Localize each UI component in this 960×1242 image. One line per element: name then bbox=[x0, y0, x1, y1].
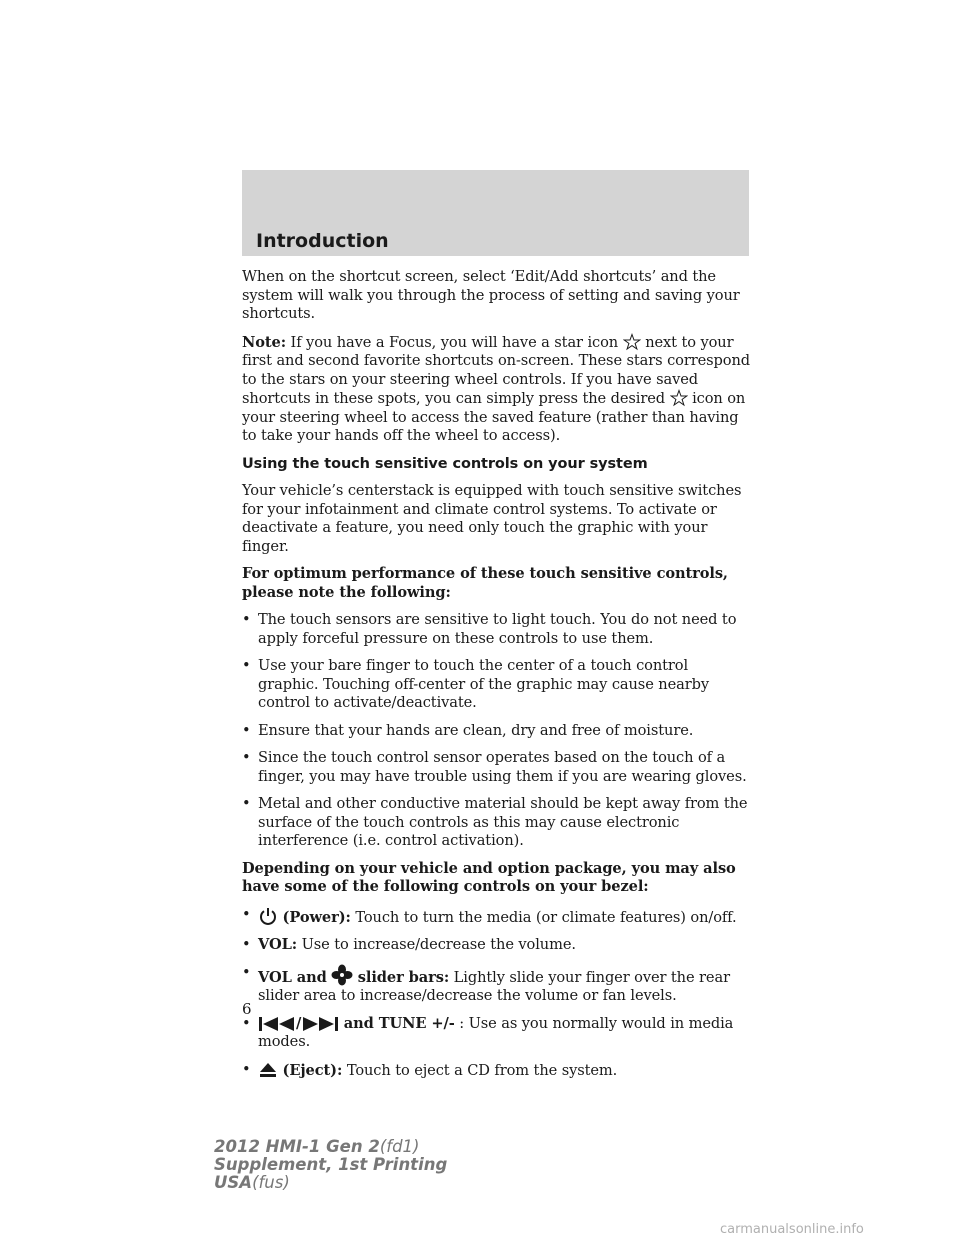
optimum-performance-intro: For optimum performance of these touch sensitive controls, please note the following: bbox=[242, 565, 728, 601]
power-icon bbox=[258, 906, 278, 926]
list-item: • Since the touch control sensor operates based on the touch of a finger, you may have trouble using them if you are wearing gloves. bbox=[242, 749, 747, 785]
page-content bbox=[242, 268, 752, 1089]
bezel-controls-intro: Depending on your vehicle and option package, you may also have some of the following controls on your bezel: bbox=[242, 859, 736, 895]
footer-line-2: Supplement, 1st Printing bbox=[214, 1155, 448, 1174]
seek-forward-icon bbox=[301, 1016, 339, 1032]
list-item-eject: • (Eject): Touch to eject a CD from the system. bbox=[242, 1060, 618, 1079]
section-title: Introduction bbox=[256, 230, 389, 252]
print-footer bbox=[214, 1138, 447, 1192]
bezel-controls-list bbox=[242, 906, 752, 1081]
eject-icon bbox=[258, 1061, 278, 1079]
star-icon bbox=[623, 333, 641, 351]
list-item-vol: • VOL: Use to increase/decrease the volume. bbox=[242, 936, 576, 953]
list-item: • The touch sensors are sensitive to light touch. You do not need to apply forceful pressure on these controls to use them. bbox=[242, 611, 737, 647]
seek-back-icon bbox=[258, 1016, 296, 1032]
fan-icon bbox=[331, 964, 353, 986]
section-header bbox=[242, 170, 749, 256]
touch-tips-list bbox=[242, 611, 752, 851]
list-item-power: • (Power): Touch to turn the media (or climate features) on/off. bbox=[242, 905, 737, 926]
note-paragraph bbox=[242, 333, 752, 446]
list-item: • Metal and other conductive material should be kept away from the surface of the touch controls as this may cause electronic interference (i.e. control activation). bbox=[242, 795, 748, 849]
page-number: 6 bbox=[242, 1000, 252, 1018]
list-item: • Ensure that your hands are clean, dry and free of moisture. bbox=[242, 721, 694, 739]
shortcut-paragraph: When on the shortcut screen, select ‘Edit/Add shortcuts’ and the system will walk you through the process of setting and saving your shortcuts. bbox=[242, 268, 740, 322]
list-item-sliders: • VOL and slider bars: Lightly slide your finger over the rear slider area to increase/decrease the volume or fan levels. bbox=[242, 963, 730, 1004]
centerstack-paragraph: Your vehicle’s centerstack is equipped with touch sensitive switches for your infotainment and climate control systems. To activate or deactivate a feature, you need only touch the graphic with your finger. bbox=[242, 482, 742, 555]
list-item: • Use your bare finger to touch the center of a touch control graphic. Touching off-center of the graphic may cause nearby control to activate/deactivate. bbox=[242, 657, 709, 711]
footer-line-1: 2012 HMI-1 Gen 2(fd1) bbox=[214, 1137, 420, 1156]
list-item-seek: • / and TUNE +/- : Use as you normally would in media modes. bbox=[242, 1014, 734, 1050]
note-text-1: If you have a Focus, you will have a star icon bbox=[290, 333, 619, 351]
touch-controls-heading: Using the touch sensitive controls on your system bbox=[242, 455, 648, 472]
note-text-3: icon on your steering wheel to access the saved feature (rather than having to take your hands off the wheel to access). bbox=[242, 390, 746, 444]
footer-line-3: USA(fus) bbox=[214, 1173, 290, 1192]
watermark: carmanualsonline.info bbox=[720, 1222, 864, 1237]
note-text-2: next to your first and second favorite shortcuts on-screen. These stars correspond to the stars on your steering wheel controls. If you have saved shortcuts in these spots, you can simply press the desired bbox=[242, 333, 750, 407]
star-icon bbox=[670, 389, 688, 407]
note-label: Note: bbox=[242, 333, 286, 351]
